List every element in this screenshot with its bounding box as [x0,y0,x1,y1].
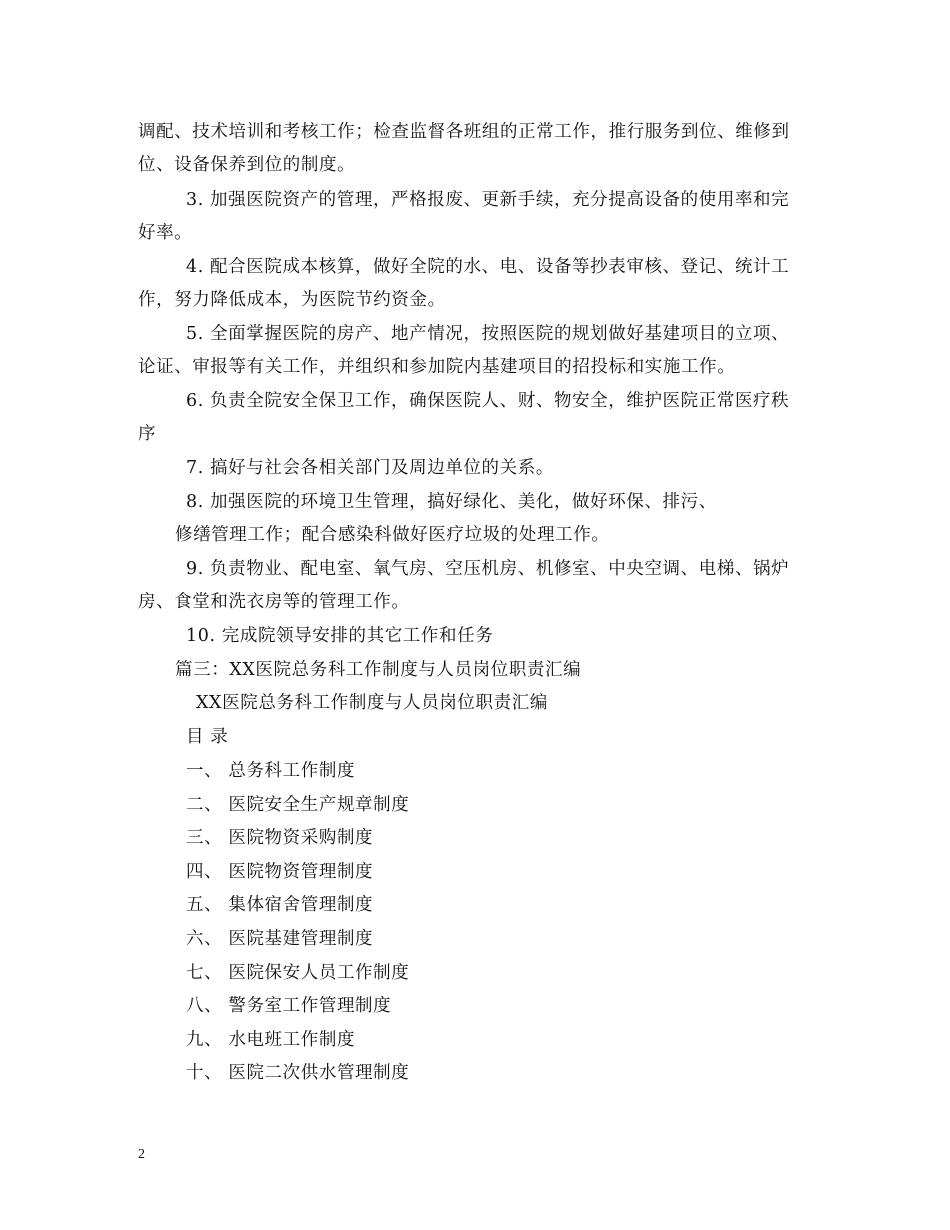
toc-item: 十、 医院二次供水管理制度 [186,1063,410,1083]
toc-item: 九、 水电班工作制度 [186,1030,356,1050]
toc-item: 三、 医院物资采购制度 [186,828,374,848]
toc-item: 六、 医院基建管理制度 [186,929,374,949]
list-item-3-continued: 好率。 [138,223,193,243]
list-item-4-continued: 作，努力降低成本，为医院节约资金。 [138,290,446,310]
toc-item: 五、 集体宿舍管理制度 [186,895,374,915]
list-item-6: 6. 负责全院安全保卫工作，确保医院人、财、物安全，维护医院正常医疗秩 [186,391,790,411]
list-item-8: 8. 加强医院的环境卫生管理，搞好绿化、美化，做好环保、排污、 [186,492,717,512]
list-item-4: 4. 配合医院成本核算，做好全院的水、电、设备等抄表审核、登记、统计工 [186,257,790,277]
toc-item: 四、 医院物资管理制度 [186,862,374,882]
toc-heading: 目 录 [186,727,229,747]
paragraph-line: 位、设备保养到位的制度。 [138,155,356,175]
list-item-8-continued: 修缮管理工作；配合感染科做好医疗垃圾的处理工作。 [175,525,610,545]
toc-item: 一、 总务科工作制度 [186,761,356,781]
document-title: XX医院总务科工作制度与人员岗位职责汇编 [196,693,548,713]
toc-item: 七、 医院保安人员工作制度 [186,963,410,983]
list-item-3: 3. 加强医院资产的管理，严格报废、更新手续，充分提高设备的使用率和完 [186,190,790,210]
toc-item: 八、 警务室工作管理制度 [186,996,392,1016]
page-number: 2 [138,1147,145,1162]
list-item-5: 5. 全面掌握医院的房产、地产情况，按照医院的规划做好基建项目的立项、 [186,324,790,344]
toc-item: 二、 医院安全生产规章制度 [186,795,410,815]
list-item-6-continued: 序 [138,424,157,444]
paragraph-line: 调配、技术培训和考核工作；检查监督各班组的正常工作，推行服务到位、维修到 [138,122,790,142]
section-heading: 篇三：XX医院总务科工作制度与人员岗位职责汇编 [175,660,582,680]
list-item-9: 9. 负责物业、配电室、氧气房、空压机房、机修室、中央空调、电梯、锅炉 [186,559,790,579]
list-item-7: 7. 搞好与社会各相关部门及周边单位的关系。 [186,458,554,478]
list-item-10: 10. 完成院领导安排的其它工作和任务 [186,626,494,646]
list-item-5-continued: 论证、审报等有关工作，并组织和参加院内基建项目的招投标和实施工作。 [138,357,736,377]
list-item-9-continued: 房、食堂和洗衣房等的管理工作。 [138,592,410,612]
